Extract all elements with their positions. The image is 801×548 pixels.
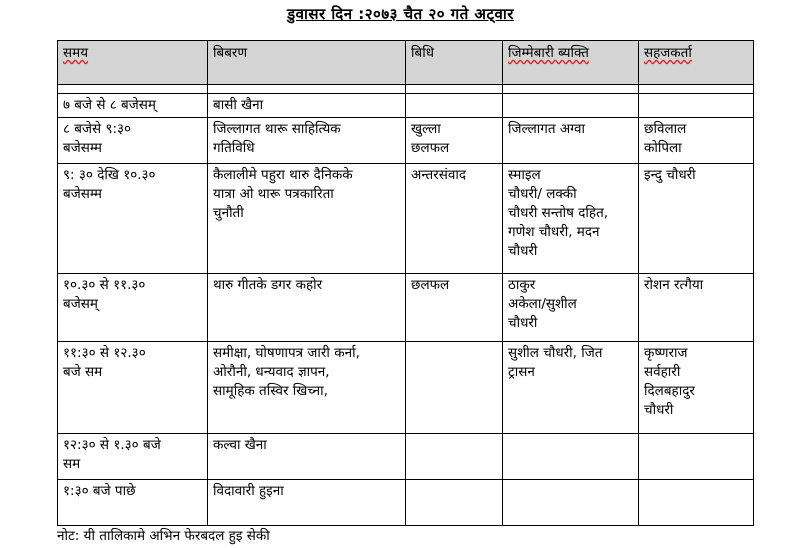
facilitator-cell: इन्दु चौधरी bbox=[639, 164, 754, 274]
responsible-cell: जिल्लागत अग्वा bbox=[503, 118, 639, 164]
table-spacer-row bbox=[58, 85, 754, 94]
header-method: बिधि bbox=[406, 41, 503, 85]
header-description: बिबरण bbox=[208, 41, 406, 85]
table-row bbox=[58, 164, 754, 274]
description-cell: जिल्लागत थारू साहित्यिक गतिविधि bbox=[208, 118, 406, 164]
header-responsible: जिम्मेबारी ब्यक्ति bbox=[503, 41, 639, 85]
facilitator-cell: छविलाल कोपिला bbox=[639, 118, 754, 164]
responsible-cell bbox=[503, 434, 639, 480]
description-cell: विदावारी हुइना bbox=[208, 480, 406, 526]
method-cell bbox=[406, 342, 503, 434]
description-cell: बासी खैना bbox=[208, 94, 406, 118]
header-time: समय bbox=[58, 41, 208, 85]
time-cell: ११:३० से १२.३० बजे सम bbox=[58, 342, 208, 434]
table-row bbox=[58, 480, 754, 526]
time-cell: ९: ३० देखि १०.३० बजेसम्म bbox=[58, 164, 208, 274]
method-cell bbox=[406, 480, 503, 526]
method-cell bbox=[406, 94, 503, 118]
table-row bbox=[58, 274, 754, 342]
facilitator-cell bbox=[639, 480, 754, 526]
time-cell: १२:३० से १.३० बजे सम bbox=[58, 434, 208, 480]
method-cell: अन्तरसंवाद bbox=[406, 164, 503, 274]
time-cell: १:३० बजे पाछे bbox=[58, 480, 208, 526]
responsible-cell: सुशील चौधरी, जित ट्रासन bbox=[503, 342, 639, 434]
table-row bbox=[58, 434, 754, 480]
method-cell: छलफल bbox=[406, 274, 503, 342]
responsible-cell bbox=[503, 480, 639, 526]
header-facilitator: सहजकर्ता bbox=[639, 41, 754, 85]
time-cell: ८ बजेसे ९:३० बजेसम्म bbox=[58, 118, 208, 164]
table-header-row bbox=[58, 41, 754, 85]
facilitator-cell bbox=[639, 94, 754, 118]
method-cell bbox=[406, 434, 503, 480]
description-cell: थारु गीतके डगर कहोर bbox=[208, 274, 406, 342]
facilitator-cell: रोशन रत्गैया bbox=[639, 274, 754, 342]
table-row bbox=[58, 342, 754, 434]
time-cell: १०.३० से ११.३० बजेसम् bbox=[58, 274, 208, 342]
schedule-table bbox=[57, 40, 754, 526]
description-cell: कैलालीमे पहुरा थारु दैनिकके यात्रा ओ थारू पत्रकारिता चुनौती bbox=[208, 164, 406, 274]
facilitator-cell: कृष्णराज सर्वहारी दिलबहादुर चौधरी bbox=[639, 342, 754, 434]
time-cell: ७ बजे से ८ बजेसम् bbox=[58, 94, 208, 118]
table-row bbox=[58, 94, 754, 118]
facilitator-cell bbox=[639, 434, 754, 480]
description-cell: कल्वा खैना bbox=[208, 434, 406, 480]
responsible-cell: ठाकुर अकेला/सुशील चौधरी bbox=[503, 274, 639, 342]
responsible-cell bbox=[503, 94, 639, 118]
description-cell: समीक्षा, घोषणापत्र जारी कर्ना, ओरौनी, धन्यवाद ज्ञापन, सामूहिक तस्विर खिच्ना, bbox=[208, 342, 406, 434]
page-title: डुवासर दिन :२०७३ चैत २० गते अट्वार bbox=[287, 5, 514, 23]
method-cell: खुल्ला छलफल bbox=[406, 118, 503, 164]
responsible-cell: स्माइल चौधरी/ लक्की चौधरी सन्तोष दहित, गणेश चौधरी, मदन चौधरी bbox=[503, 164, 639, 274]
footnote: नोट: यी तालिकामे अभिन फेरबदल हुइ सेकी bbox=[57, 528, 270, 544]
table-row bbox=[58, 118, 754, 164]
